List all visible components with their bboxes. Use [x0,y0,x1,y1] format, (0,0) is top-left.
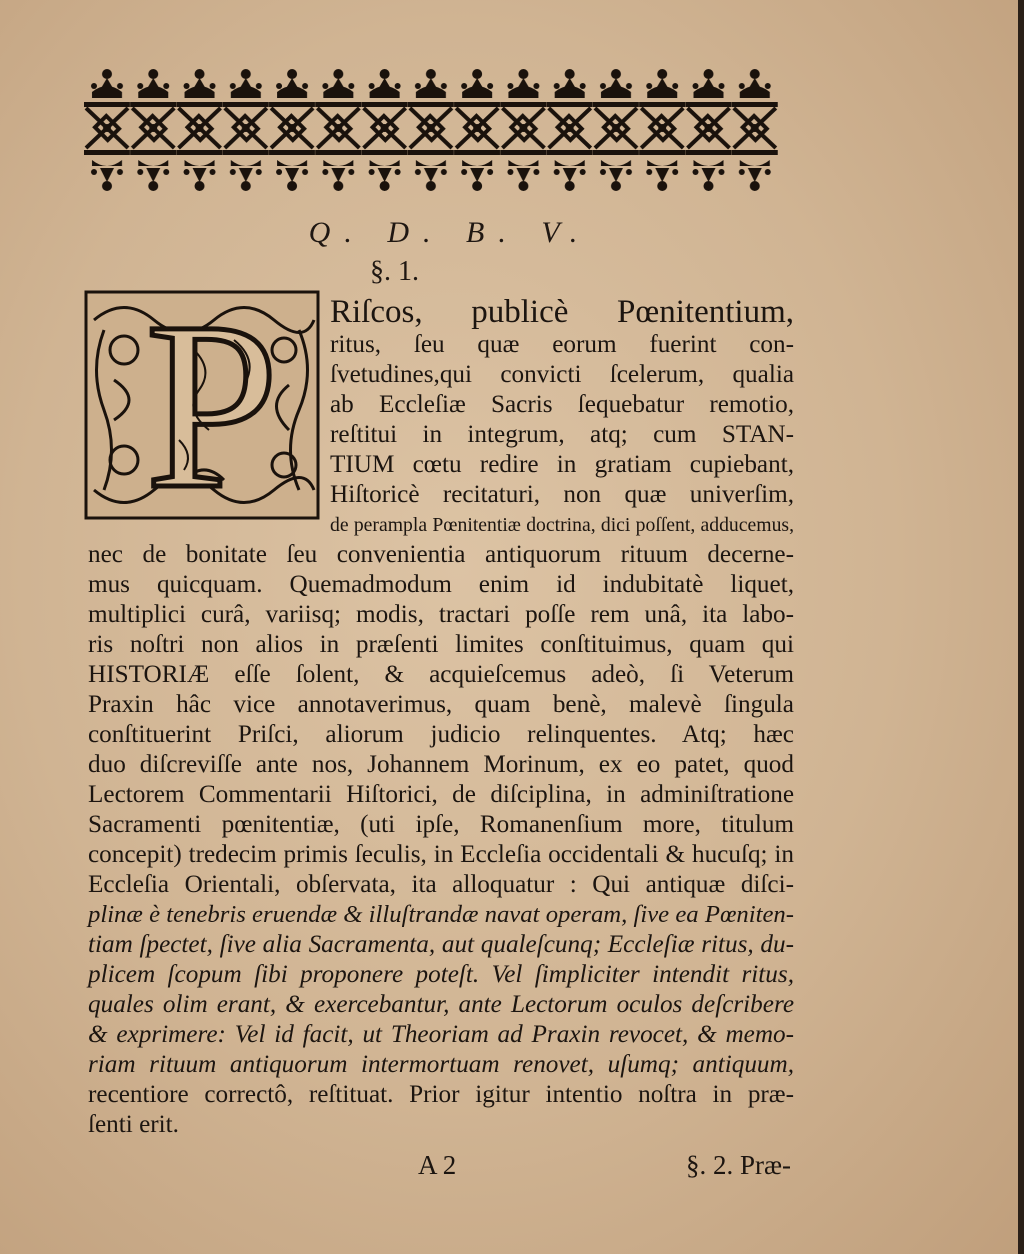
caption-d: D. [387,216,445,249]
text-line: HISTORIÆ eſſe ſolent, & acquieſcemus adeò, ſi Veterum [88,661,794,688]
page-footer [0,1150,1018,1186]
text-line: concepit) tredecim primis ſeculis, in Eccleſia occidentali & hucuſq; in [88,841,794,868]
text-line: tiam ſpectet, ſive alia Sacramenta, aut qualeſcunq; Eccleſiæ ritus, du- [88,931,794,958]
text-line: plinæ è tenebris eruendæ & illuſtrandæ navat operam, ſive ea Pœniten- [88,901,794,928]
text-line: de perampla Pœnitentiæ doctrina, dici poſſent, adducemus, [330,514,794,536]
section-number: §. 1. [370,256,419,287]
ornamental-headpiece [84,66,778,196]
text-line: Sacramenti pœnitentiæ, (uti ipſe, Romanenſium more, titulum [88,811,794,838]
drop-cap-letter: P [145,290,279,520]
text-line: Eccleſia Orientali, obſervata, ita alloquatur : Qui antiquæ diſci- [88,871,794,898]
text-line: multiplici curâ, variisq; modis, tractari poſſe rem unâ, ita labo- [88,601,794,628]
caption-q: Q. [308,216,366,249]
text-line: Hiſtoricè recitaturi, non quæ univerſim, [330,481,794,508]
signature-mark: A 2 [418,1150,457,1180]
text-line: quales olim erant, & exercebantur, ante Lectorum oculos deſcribere [88,991,794,1018]
text-line: ſenti erit. [88,1111,179,1138]
text-line: ris noſtri non alios in præſenti limites conſtituimus, quam qui [88,631,794,658]
text-line: Riſcos, publicè Pœnitentium, [330,294,794,330]
text-line: plicem ſcopum ſibi proponere poteſt. Vel ſimpliciter intendit ritus, [88,961,794,988]
drop-cap-space [88,294,324,520]
text-line: nec de bonitate ſeu convenientia antiquorum rituum decerne- [88,541,794,568]
text-line: Lectorem Commentarii Hiſtorici, de diſciplina, in adminiſtratione [88,781,794,808]
text-line: & exprimere: Vel id facit, ut Theoriam ad Praxin revocet, & memo- [88,1021,794,1048]
text-line: TIUM cœtu redire in gratiam cupiebant, [330,451,794,478]
catchword: §. 2. Præ- [686,1150,792,1180]
page-edge [1018,0,1024,1254]
text-line: ritus, ſeu quæ eorum fuerint con- [330,331,794,358]
text-line: reſtitui in integrum, atq; cum STAN- [330,421,794,448]
text-line: riam rituum antiquorum intermortuam renovet, uſumq; antiquum, [88,1051,794,1078]
invocation-caption [0,216,900,250]
text-line: ſvetudines,qui convicti ſcelerum, qualia [330,361,794,388]
text-line: recentiore correctô, reſtituat. Prior igitur intentio noſtra in præ- [88,1081,794,1108]
text-line: duo diſcreviſſe ante nos, Johannem Morinum, ex eo patet, quod [88,751,794,778]
text-line: Praxin hâc vice annotaverimus, quam benè, malevè ſingula [88,691,794,718]
text-line: ab Eccleſiæ Sacris ſequebatur remotio, [330,391,794,418]
caption-b: B. [466,216,520,249]
text-line: conſtituerint Priſci, aliorum judicio relinquentes. Atq; hæc [88,721,794,748]
caption-v: V. [541,216,592,249]
text-line: mus quicquam. Quemadmodum enim id indubitatè liquet, [88,571,794,598]
body-text [88,294,794,1140]
